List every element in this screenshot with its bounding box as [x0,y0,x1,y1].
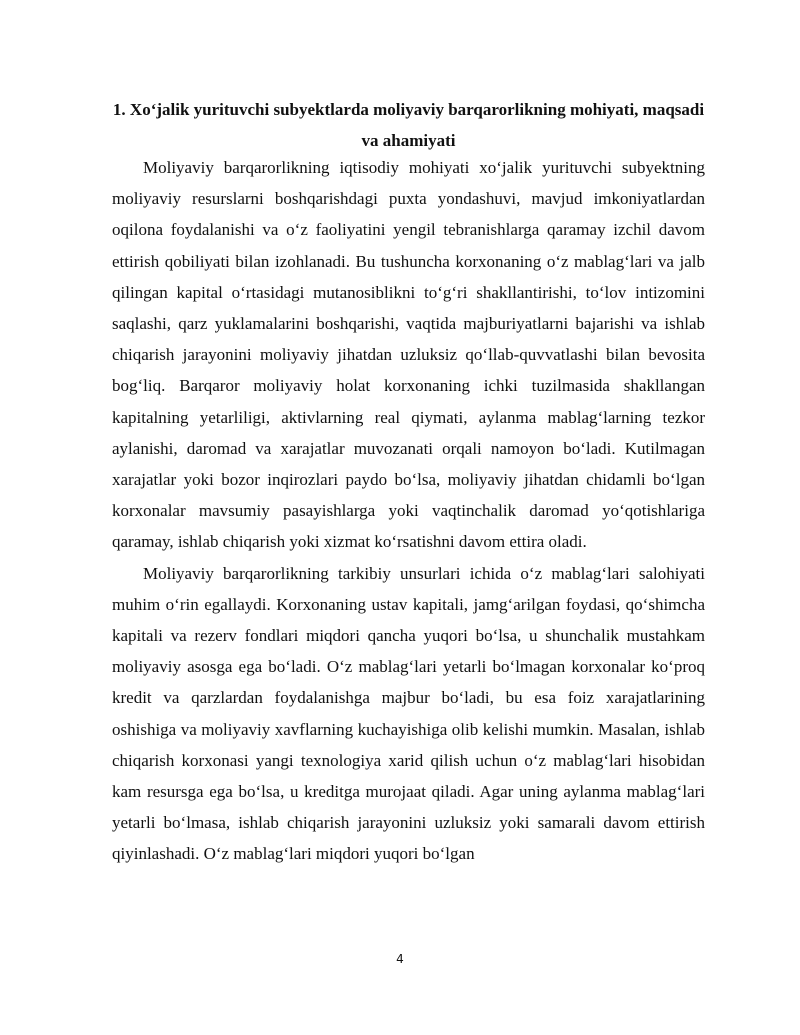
body-text [112,152,705,870]
section-heading: 1. Xo‘jalik yurituvchi subyektlarda moliyaviy barqarorlikning mohiyati, maqsadi va ahamiyati [112,100,705,150]
page-number: 4 [396,952,404,966]
paragraph-1: Moliyaviy barqarorlikning iqtisodiy mohiyati xo‘jalik yurituvchi subyektning moliyaviy resurslarni boshqarishdagi puxta yondashuvi, mavjud imkoniyatlardan oqilona foydalanishi va o‘z faoliyatini yengil tebranishlarga qaramay izchil davom ettirish qobiliyati bilan izohlanadi. Bu tushuncha korxonaning o‘z mablag‘lari va jalb qilingan kapital o‘rtasidagi mutanosiblikni to‘g‘ri shakllantirishi, to‘lov intizomini saqlashi, qarz yuklamalarini boshqarishi, vaqtida majburiyatlarni bajarishi va ishlab chiqarish jarayonini moliyaviy jihatdan uzluksiz qo‘llab-quvvatlashi bilan bevosita bog‘liq. Barqaror moliyaviy holat korxonaning ichki tuzilmasida shakllangan kapitalning yetarliligi, aktivlarning real qiymati, aylanma mablag‘larning tezkor aylanishi, daromad va xarajatlar muvozanati orqali namoyon bo‘ladi. Kutilmagan xarajatlar yoki bozor inqirozlari paydo bo‘lsa, moliyaviy jihatdan chidamli bo‘lgan korxonalar mavsumiy pasayishlarga yoki vaqtinchalik daromad yo‘qotishlariga qaramay, ishlab chiqarish yoki xizmat ko‘rsatishni davom ettira oladi. [112,158,705,552]
paragraph-2: Moliyaviy barqarorlikning tarkibiy unsurlari ichida o‘z mablag‘lari salohiyati muhim o‘rin egallaydi. Korxonaning ustav kapitali, jamg‘arilgan foydasi, qo‘shimcha kapitali va rezerv fondlari miqdori qancha yuqori bo‘lsa, u shunchalik mustahkam moliyaviy asosga ega bo‘ladi. O‘z mablag‘lari yetarli bo‘lmagan korxonalar ko‘proq kredit va qarzlardan foydalanishga majbur bo‘ladi, bu esa foiz xarajatlarining oshishiga va moliyaviy xavflarning kuchayishiga olib kelishi mumkin. Masalan, ishlab chiqarish korxonasi yangi texnologiya xarid qilish uchun o‘z mablag‘lari hisobidan kam resursga ega bo‘lsa, u kreditga murojaat qiladi. Agar uning aylanma mablag‘lari yetarli bo‘lmasa, ishlab chiqarish jarayonini uzluksiz yoki samarali davom ettirish qiyinlashadi. O‘z mablag‘lari miqdori yuqori bo‘lgan [112,563,705,864]
